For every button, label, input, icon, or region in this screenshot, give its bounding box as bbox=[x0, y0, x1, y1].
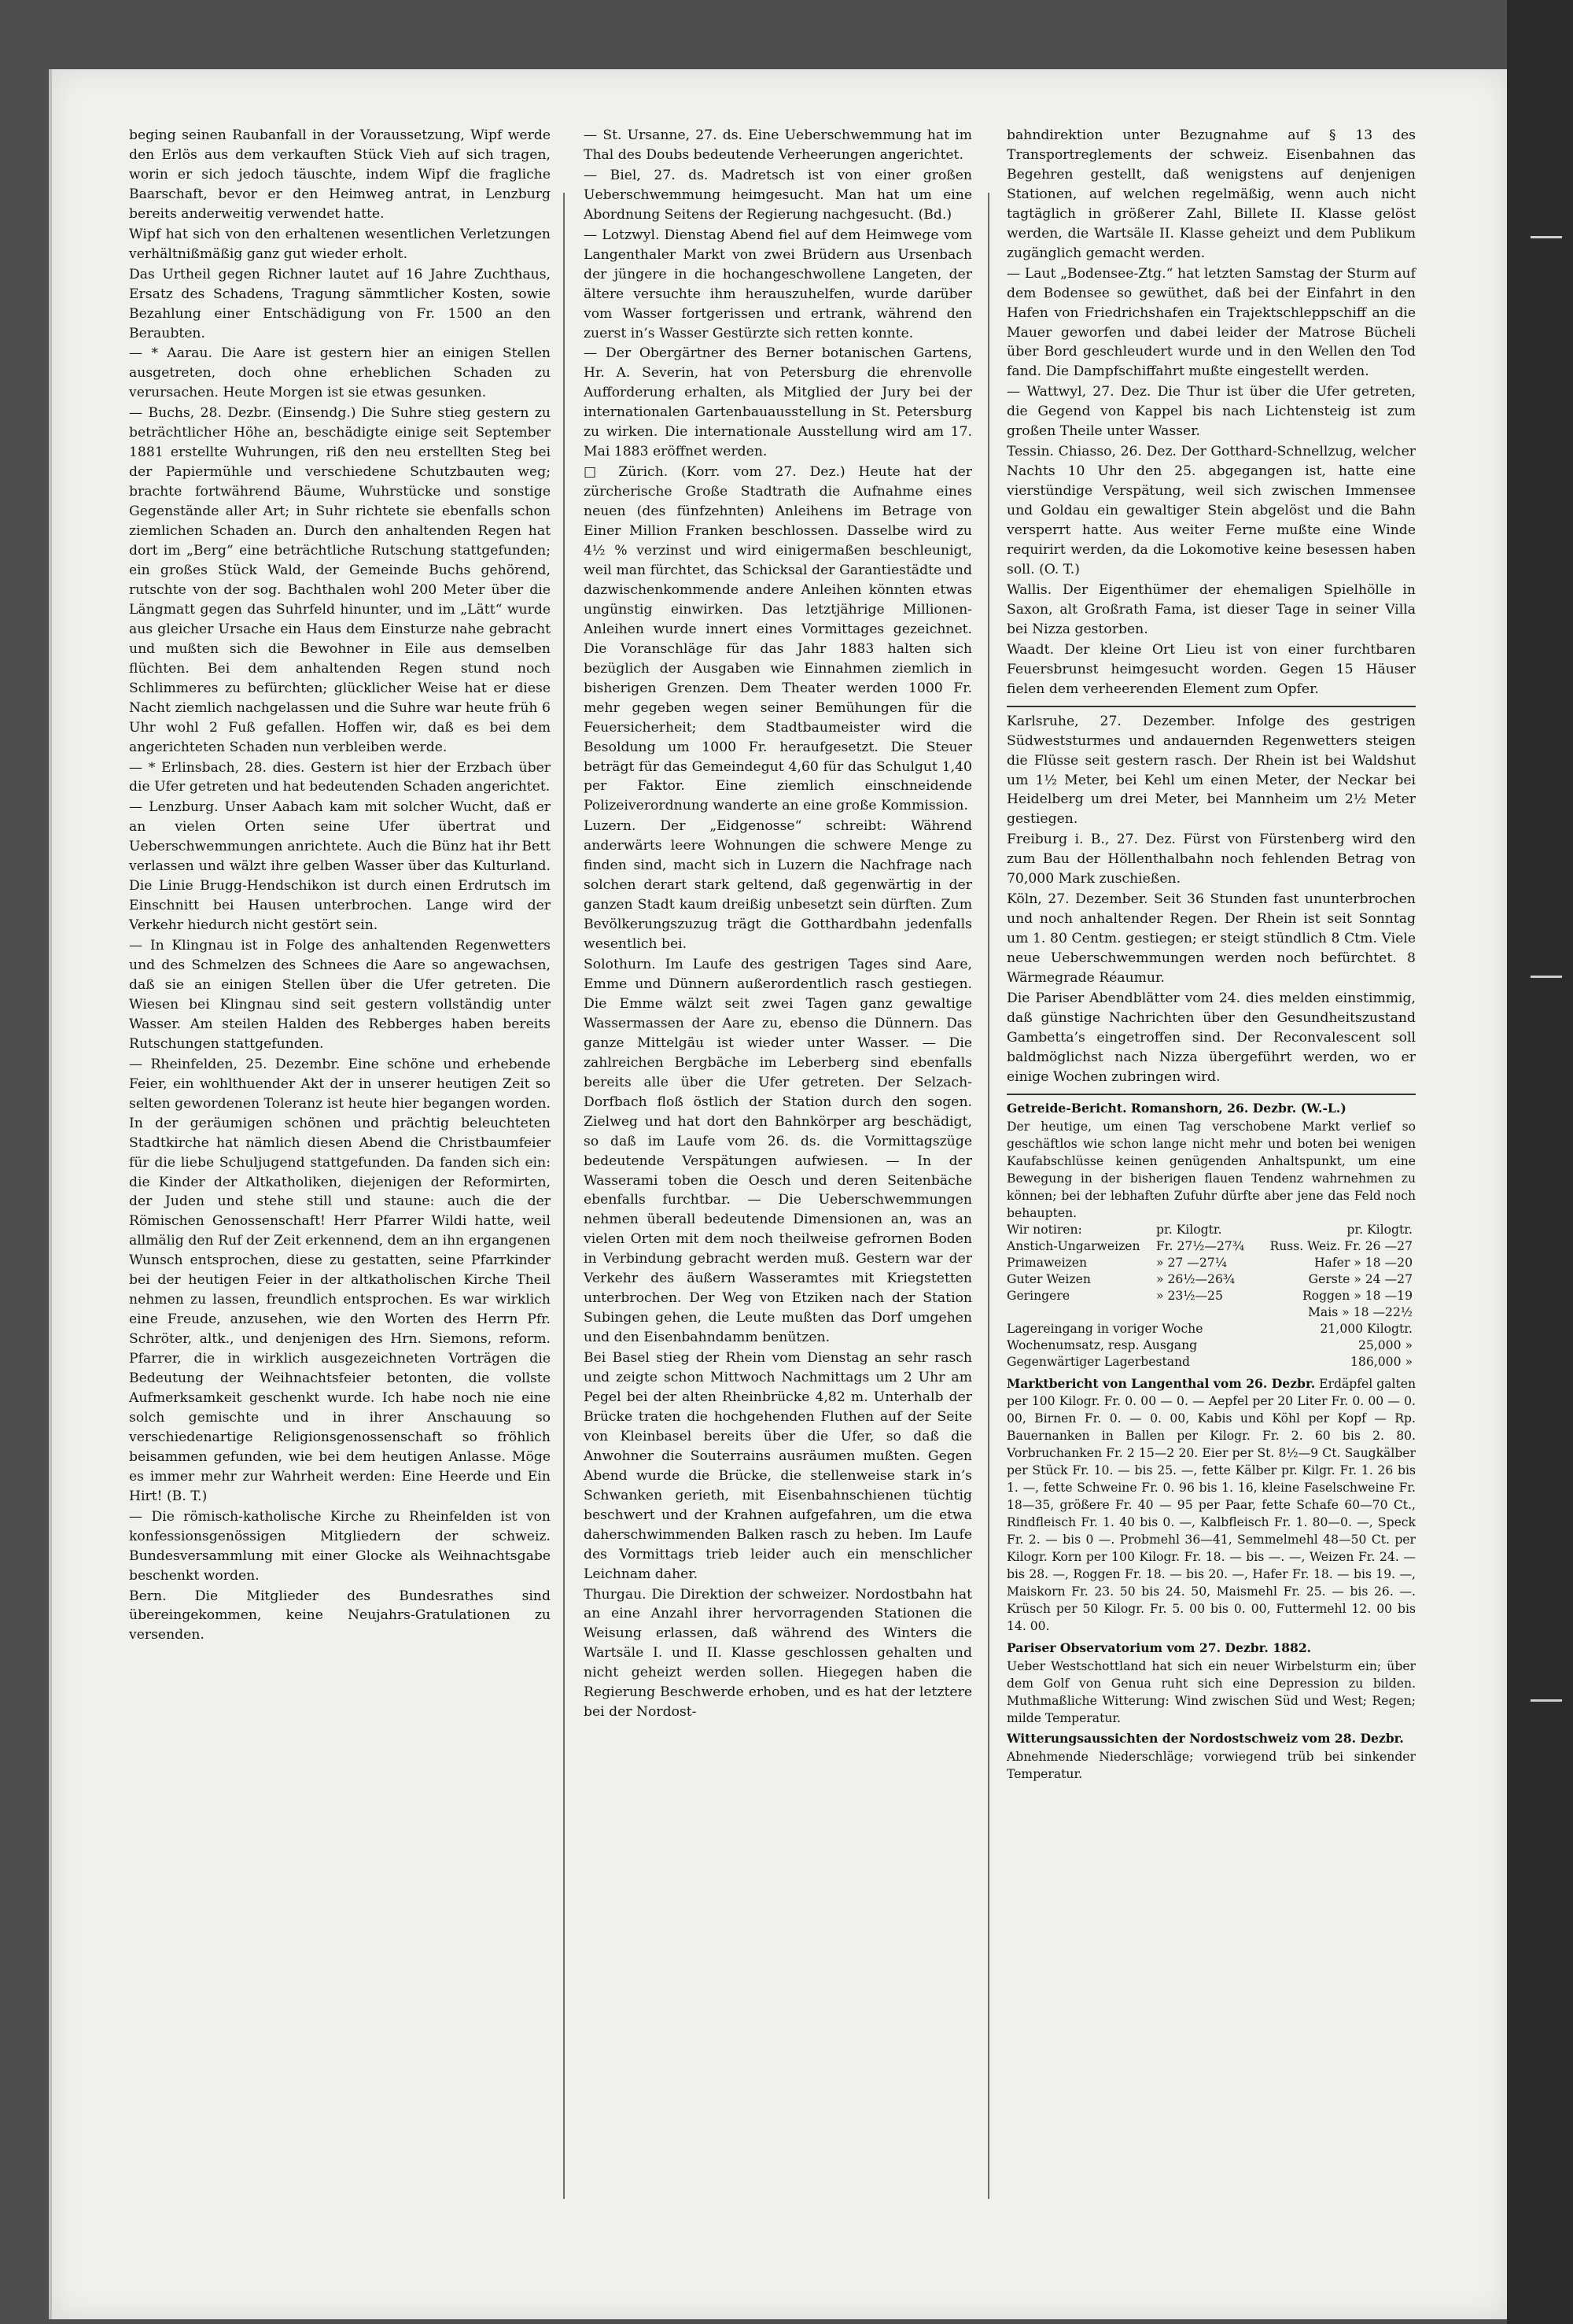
table-cell: Wochenumsatz, resp. Ausgang bbox=[1007, 1337, 1198, 1352]
article: Köln, 27. Dezember. Seit 36 Stunden fast ununterbrochen und noch anhaltender Regen. Der Rhein ist seit Sonntag um 1. 80 Centm. gestiegen; er steigt stündlich 8 Ctm. Viele neue Ueberschwemmungen werden noch befürchtet. 8 Wärmegrade Réaumur. bbox=[1007, 891, 1416, 987]
report-text bbox=[1007, 1375, 1416, 1635]
price-table bbox=[1007, 1222, 1416, 1370]
column-3 bbox=[1007, 126, 1416, 1783]
report-text: Abnehmende Niederschläge; vorwiegend trüb bei sinkender Temperatur. bbox=[1007, 1749, 1416, 1781]
article: — Biel, 27. ds. Madretsch ist von einer großen Ueberschwemmung heimgesucht. Man hat um eine Abordnung Seitens der Regierung nachgesucht. (Bd.) bbox=[584, 167, 972, 223]
article: — Die römisch-katholische Kirche zu Rheinfelden ist von konfessionsgenössigen Mitgliedern der schweiz. Bundesversammlung mit einer Glocke als Weihnachtsgabe beschenkt worden. bbox=[129, 1508, 551, 1584]
article: Bern. Die Mitglieder des Bundesrathes sind übereingekommen, keine Neujahrs-Gratulationen zu versenden. bbox=[129, 1588, 551, 1643]
table-cell: Russ. Weiz. Fr. 26 —27 bbox=[1269, 1238, 1413, 1253]
article: Waadt. Der kleine Ort Lieu ist von einer furchtbaren Feuersbrunst heimgesucht worden. Gegen 15 Häuser fielen dem verheerenden Element zum Opfer. bbox=[1007, 641, 1416, 697]
report-heading: Getreide-Bericht. Romanshorn, 26. Dezbr. (W.-L.) bbox=[1007, 1100, 1346, 1116]
article: — Der Obergärtner des Berner botanischen Gartens, Hr. A. Severin, hat von Petersburg die ehrenvolle Aufforderung erhalten, als Mitglied der Jury bei der internationalen Gartenbauausstellung in St. Petersburg zu wirken. Die internationale Ausstellung wird am 17. Mai 1883 eröffnet werden. bbox=[584, 345, 972, 460]
article: □ Zürich. (Korr. vom 27. Dez.) Heute hat der zürcherische Große Stadtrath die Aufnahme eines neuen (des fünfzehnten) Anleihens im Betrage von Einer Million Franken beschlossen. Dasselbe wird zu 4½ % verzinst und wird einigermaßen beschleunigt, weil man fürchtet, das Schicksal der Garantiestädte und dazwischenkommende andere Anleihen könnten etwas ungünstig einwirken. Das letztjährige Millionen-Anleihen wurde innert eines Vormittages gezeichnet. Die Voranschläge für das Jahr 1883 halten sich bezüglich der Ausgaben wie Einnahmen ziemlich in bisherigen Grenzen. Dem Theater werden 1000 Fr. mehr gegeben wegen seiner Bemühungen für die Feuersicherheit; dem Stadtbaumeister wird die Besoldung um 1000 Fr. heraufgesetzt. Die Steuer beträgt für das Gemeindegut 4,60 für das Schulgut 1,40 per Faktor. Eine ziemlich einschneidende Polizeiverordnung wanderte an eine große Kommission. bbox=[584, 464, 972, 814]
article: beging seinen Raubanfall in der Voraussetzung, Wipf werde den Erlös aus dem verkauften Stück Vieh auf sich tragen, worin er sich jedoch täuschte, indem Wipf die fragliche Baarschaft, bevor er den Heimweg antrat, in Lenzburg bereits anderweitig verwendet hatte. bbox=[129, 127, 551, 222]
edge-mark bbox=[1531, 976, 1562, 978]
table-cell: Primaweizen bbox=[1007, 1255, 1088, 1270]
article: — Wattwyl, 27. Dez. Die Thur ist über die Ufer getreten, die Gegend von Kappel bis nach Lichtensteig ist zum großen Theile unter Wasser. bbox=[1007, 384, 1416, 440]
table-cell bbox=[1156, 1304, 1256, 1321]
article: Tessin. Chiasso, 26. Dez. Der Gotthard-Schnellzug, welcher Nachts 10 Uhr den 25. abgegangen ist, hatte eine vierstündige Verspätung, weil sich zwischen Immensee und Goldau ein gewaltiger Stein abgelöst und die Bahn versperrt hatte. Aus weiter Ferne mußte eine Winde requirirt werden, da die Lokomotive keine besessen haben soll. (O. T.) bbox=[1007, 444, 1416, 577]
article: bahndirektion unter Bezugnahme auf § 13 des Transportreglements der schweiz. Eisenbahnen das Begehren gestellt, daß wenigstens auf denjenigen Stationen, auf welchen regelmäßig, wenn auch nicht tagtäglich in größerer Zahl, Billete II. Klasse gelöst werden, die Wartsäle II. Klasse geheizt und dem Publikum zugänglich gemacht werden. bbox=[1007, 127, 1416, 261]
section-rule bbox=[1007, 1094, 1416, 1095]
table-row bbox=[1007, 1337, 1416, 1354]
section-rule bbox=[1007, 706, 1416, 707]
report-text: Ueber Westschottland hat sich ein neuer Wirbelsturm ein; über dem Golf von Genua ruht sich eine Depression zu bilden. Muthmaßliche Witterung: Wind zwischen Süd und West; Regen; milde Temperatur. bbox=[1007, 1658, 1416, 1725]
article: — * Erlinsbach, 28. dies. Gestern ist hier der Erzbach über die Ufer getreten und hat bedeutenden Schaden angerichtet. bbox=[129, 759, 551, 795]
table-cell: » 23½—25 bbox=[1155, 1288, 1223, 1303]
article: — * Aarau. Die Aare ist gestern hier an einigen Stellen ausgetreten, doch ohne erheblichen Schaden zu verursachen. Heute Morgen ist sie etwas gesunken. bbox=[129, 345, 551, 401]
article: — Buchs, 28. Dezbr. (Einsendg.) Die Suhre stieg gestern zu beträchtlicher Höhe an, beschädigte einige seit September 1881 erstellte Wuhrungen, riß den neu erstellten Steg bei der Papiermühle und verschiedene Schutzbauten weg; brachte fortwährend Bäume, Wuhrstücke und sonstige Gegenstände aller Art; in Suhr richtete sie ebenfalls schon ziemlichen Schaden an. Durch den anhaltenden Regen hat dort im „Berg“ eine beträchtliche Rutschung stattgefunden; ein großes Stück Wald, der Gemeinde Buchs gehörend, rutschte von der sog. Bachthalen wohl 200 Meter über die Längmatt gegen das Suhrfeld hinunter, und im „Lätt“ wurde aus gleicher Ursache ein Haus dem Einsturze nahe gebracht und mußten sich die Bewohner in Eile aus demselben flüchten. Bei dem anhaltenden Regen stund noch Schlimmeres zu befürchten; glücklicher Weise hat er diese Nacht ziemlich nachgelassen und die Suhre war heute früh 6 Uhr wohl 2 Fuß gefallen. Hoffen wir, daß es bei dem angerichteten Schaden nun verbleiben werde. bbox=[129, 405, 551, 755]
table-cell: » 26½—26¾ bbox=[1155, 1271, 1235, 1286]
table-cell: Gegenwärtiger Lagerbestand bbox=[1007, 1354, 1191, 1369]
article: — Lenzburg. Unser Aabach kam mit solcher Wucht, daß er an vielen Orten seine Ufer übertrat und Ueberschwemmungen anrichtete. Auch die Bünz hat ihr Bett verlassen und wälzt ihre gelben Wasser über das Kulturland. Die Linie Brugg-Hendschikon ist durch einen Erdrutsch im Einschnitt bei Hausen unterbrochen. Lange wird der Verkehr hiedurch nicht gestört sein. bbox=[129, 799, 551, 934]
article: Karlsruhe, 27. Dezember. Infolge des gestrigen Südweststurmes und andauernden Regenwetters steigen die Flüsse seit gestern rasch. Der Rhein ist bei Waldshut um 1½ Meter, bei Kehl um einen Meter, der Neckar bei Heidelberg um drei Meter, bei Mannheim um 2½ Meter gestiegen. bbox=[1007, 713, 1416, 828]
article: — In Klingnau ist in Folge des anhaltenden Regenwetters und des Schmelzen des Schnees die Aare so angewachsen, daß sie an einigen Stellen über die Ufer getreten. Die Wiesen bei Klingnau sind seit gestern vollständig unter Wasser. Am steilen Halden des Rebberges haben bereits Rutschungen stattgefunden. bbox=[129, 938, 551, 1052]
table-cell: » 27 —27¼ bbox=[1155, 1255, 1227, 1270]
table-cell: pr. Kilogtr. bbox=[1346, 1222, 1413, 1237]
witterungsaussichten bbox=[1007, 1730, 1416, 1783]
report-heading: Witterungsaussichten der Nordostschweiz vom 28. Dezbr. bbox=[1007, 1730, 1404, 1746]
article: Solothurn. Im Laufe des gestrigen Tages sind Aare, Emme und Dünnern außerordentlich rasch gestiegen. Die Emme wälzt seit zwei Tagen ganz gewaltige Wassermassen der Aare zu, ebenso die Dünnern. Das ganze Mittelgäu ist wieder unter Wasser. — Die zahlreichen Bergbäche im Leberberg sind ebenfalls bereits alle über die Ufer getreten. Der Selzach-Dorfbach floß östlich der Station durch den sogen. Zielweg und hat dort den Bahnkörper arg beschädigt, so daß im Laufe vom 26. ds. die Vormittagszüge bedeutende Verspätungen aufwiesen. — In der Wasserami toben die Oesch und deren Seitenbäche ebenfalls furchtbar. — Die Ueberschwemmungen nehmen überall bedeutende Dimensionen an, was an vielen Orten mit dem noch theilweise gefrornen Boden in Verbindung gebracht werden muß. Gestern war der Verkehr des äußern Wasseramtes mit Kriegstetten unterbrochen. Der Weg von Etziken nach der Station Subingen gehen, die Leute mußten das Dorf umgehen und den Eisenbahndamm benützen. bbox=[584, 957, 972, 1346]
table-row bbox=[1007, 1271, 1416, 1288]
table-cell: Fr. 27½—27¾ bbox=[1155, 1238, 1244, 1253]
column-2 bbox=[584, 126, 972, 1722]
column-divider bbox=[563, 193, 565, 2199]
report-text: Der heutige, um einen Tag verschobene Markt verlief so geschäftlos wie schon lange nicht mehr und boten bei wenigen Kaufabschlüsse keinen genügenden Anhaltspunkt, um eine Bewegung in der bisherigen flauen Tendenz wahrnehmen zu können; bei der lebhaften Zufuhr dürfte aber jene das Feld noch behaupten. bbox=[1007, 1119, 1416, 1220]
article: — St. Ursanne, 27. ds. Eine Ueberschwemmung hat im Thal des Doubs bedeutende Verheerungen angerichtet. bbox=[584, 127, 972, 163]
table-row bbox=[1007, 1321, 1416, 1337]
article: Wallis. Der Eigenthümer der ehemaligen Spielhölle in Saxon, alt Großrath Fama, ist dieser Tage in seiner Villa bei Nizza gestorben. bbox=[1007, 581, 1416, 637]
table-cell: Anstich-Ungarweizen bbox=[1007, 1238, 1140, 1253]
column-1 bbox=[129, 126, 551, 1645]
table-cell: Lagereingang in voriger Woche bbox=[1007, 1321, 1203, 1336]
article: — Rheinfelden, 25. Dezembr. Eine schöne und erhebende Feier, ein wohlthuender Akt der in unserer heutigen Zeit so selten gewordenen Toleranz ist heute hier begangen worden. In der geräumigen schönen und prächtig beleuchteten Stadtkirche hat nämlich diesen Abend die Christbaumfeier für die liebe Schuljugend stattgefunden. Da fanden sich ein: die Kinder der Altkatholiken, diejenigen der Reformirten, der Juden und stehe still und staune: auch die der Römischen Genossenschaft! Herr Pfarrer Wildi hatte, weil allmälig den Ruf der Zeit erkennend, dem an ihn ergangenen Wunsch entsprochen, diese zu gestatten, seine Pfarrkinder bei der heutigen Feier in der altkatholischen Kirche Theil nehmen zu lassen, freundlich entsprochen. Es war wirklich eine Freude, anzusehen, wie den Worten des Herrn Pfr. Schröter, altk., und denjenigen des Hrn. Siemons, reform. Pfarrer, die in wirklich ausgezeichneten Vorträgen die Bedeutung der Weihnachtsfeier betonten, die vollste Aufmerksamkeit geschenkt wurde. Ich habe noch nie eine solch gemischte und in ihrer Anschauung so verschiedenartige Religionsgenossenschaft so fröhlich beisammen gefunden, wie bei dem heutigen Anlasse. Möge es immer mehr zur Wahrheit werden: Eine Heerde und Ein Hirt! (B. T.) bbox=[129, 1056, 551, 1504]
table-row bbox=[1007, 1354, 1416, 1370]
table-cell: Geringere bbox=[1007, 1288, 1070, 1303]
table-row bbox=[1007, 1304, 1416, 1321]
report-heading: Pariser Observatorium vom 27. Dezbr. 1882. bbox=[1007, 1640, 1312, 1655]
table-cell: Hafer » 18 —20 bbox=[1313, 1255, 1413, 1270]
marktbericht-langenthal bbox=[1007, 1375, 1416, 1635]
pariser-observatorium bbox=[1007, 1640, 1416, 1727]
table-cell: 25,000 » bbox=[1357, 1337, 1413, 1352]
article: Das Urtheil gegen Richner lautet auf 16 Jahre Zuchthaus, Ersatz des Schadens, Tragung sämmtlicher Kosten, sowie Bezahlung einer Entschädigung von Fr. 1500 an den Beraubten. bbox=[129, 266, 551, 341]
table-cell: 21,000 Kilogtr. bbox=[1320, 1321, 1413, 1336]
report-heading: Marktbericht von Langenthal vom 26. Dezbr. bbox=[1007, 1375, 1316, 1391]
table-cell: pr. Kilogtr. bbox=[1155, 1222, 1222, 1237]
column-divider bbox=[988, 193, 989, 2199]
table-row bbox=[1007, 1288, 1416, 1304]
table-cell: Mais » 18 —22½ bbox=[1307, 1304, 1413, 1319]
scan-edge-strip bbox=[1507, 0, 1573, 2324]
table-row bbox=[1007, 1255, 1416, 1271]
getreide-bericht bbox=[1007, 1100, 1416, 1370]
table-cell bbox=[1007, 1304, 1156, 1321]
edge-mark bbox=[1531, 1699, 1562, 1702]
table-cell: Wir notiren: bbox=[1007, 1222, 1082, 1237]
article: Freiburg i. B., 27. Dez. Fürst von Fürstenberg wird den zum Bau der Höllenthalbahn noch fehlenden Betrag von 70,000 Mark zuschießen. bbox=[1007, 832, 1416, 887]
article: Luzern. Der „Eidgenosse“ schreibt: Während anderwärts leere Wohnungen die schwere Menge zu finden sind, macht sich in Luzern die Nachfrage nach solchen derart stark geltend, daß gegenwärtig in der ganzen Stadt kaum dreißig unbesetzt sein dürften. Zum Bevölkerungszuzug trägt die Gotthardbahn jedenfalls wesentlich bei. bbox=[584, 818, 972, 953]
table-cell: 186,000 » bbox=[1350, 1354, 1413, 1369]
article: Bei Basel stieg der Rhein vom Dienstag an sehr rasch und zeigte schon Mittwoch Nachmittags um 2 Uhr am Pegel bei der alten Rheinbrücke 4,82 m. Unterhalb der Brücke traten die hochgehenden Fluthen auf der Seite von Kleinbasel bereits über die Ufer, so daß die Anwohner die Souterrains ausräumen mußten. Gegen Abend wurde die Brücke, die stellenweise stark in’s Schwanken gerieth, mit Eisenbahnschienen tüchtig beschwert und der Krahnen aufgefahren, um die etwa daherschwimmenden Balken rasch zu heben. Im Laufe des Vormittags trieb leider auch ein menschlicher Leichnam daher. bbox=[584, 1350, 972, 1582]
table-row bbox=[1007, 1238, 1416, 1255]
article: Wipf hat sich von den erhaltenen wesentlichen Verletzungen verhältnißmäßig ganz gut wieder erholt. bbox=[129, 226, 551, 262]
article: Thurgau. Die Direktion der schweizer. Nordostbahn hat an eine Anzahl ihrer hervorragenden Stationen die Weisung erlassen, daß während des Winters die Wartsäle I. und II. Klasse geschlossen gehalten und nicht geheizt werden sollen. Hiegegen haben die Regierung Beschwerde erhoben, und es hat der letztere bei der Nordost- bbox=[584, 1586, 972, 1721]
article: — Lotzwyl. Dienstag Abend fiel auf dem Heimwege vom Langenthaler Markt von zwei Brüdern aus Ursenbach der jüngere in die hochangeschwollene Langeten, der ältere versuchte ihm herauszuhelfen, wurde darüber vom Wasser fortgerissen und ertrank, während den zuerst in’s Wasser Gestürzte sich retten konnte. bbox=[584, 227, 972, 341]
article: Die Pariser Abendblätter vom 24. dies melden einstimmig, daß günstige Nachrichten über den Gesundheitszustand Gambetta’s eingetroffen sind. Der Reconvalescent soll baldmöglichst nach Nizza übergeführt werden, wo er einige Wochen zubringen wird. bbox=[1007, 990, 1416, 1085]
article: — Laut „Bodensee-Ztg.“ hat letzten Samstag der Sturm auf dem Bodensee so gewüthet, daß bei der Einfahrt in den Hafen von Friedrichshafen ein Trajektschleppschiff an die Mauer geworfen und dabei leider der Matrose Bücheli über Bord geschleudert wurde und in den Wellen den Tod fand. Die Dampfschiffahrt mußte eingestellt werden. bbox=[1007, 265, 1416, 380]
table-cell: Guter Weizen bbox=[1007, 1271, 1091, 1286]
table-cell: Roggen » 18 —19 bbox=[1302, 1288, 1413, 1303]
report-body: Erdäpfel galten per 100 Kilogr. Fr. 0. 00 — 0. — Aepfel per 20 Liter Fr. 0. 00 — 0. 00, Birnen Fr. 0. — 0. 00, Kabis und Köhl per Kopf — Rp. Bauernanken in Ballen per Kilogr. Fr. 2. 60 bis 2. 80. Vorbruchanken Fr. 2 15—2 20. Eier per St. 8½—9 Ct. Saugkälber per Stück Fr. 10. — bis 25. —, fette Kälber pr. Kilgr. Fr. 1. 26 bis 1. —, fette Schweine Fr. 0. 96 bis 1. 16, kleine Faselschweine Fr. 18—35, größere Fr. 40 — 95 per Paar, fette Schafe 60—70 Ct., Rindfleisch Fr. 1. 40 bis 0. —, Kalbfleisch Fr. 1. 80—0. —, Speck Fr. 2. — bis 0 —. Probmehl 36—41, Semmelmehl 48—50 Ct. per Kilogr. Korn per 100 Kilogr. Fr. 18. — bis —. —, Weizen Fr. 24. — bis 28. —, Roggen Fr. 18. — bis 20. —, Hafer Fr. 18. — bis 19. —, Maiskorn Fr. 23. 50 bis 24. 50, Maismehl Fr. 25. — bis 26. —. Krüsch per 50 Kilogr. Fr. 5. 00 bis 0. 00, Futtermehl 12. 00 bis 14. 00. bbox=[1007, 1376, 1416, 1633]
edge-mark bbox=[1531, 236, 1562, 238]
table-cell: Gerste » 24 —27 bbox=[1308, 1271, 1413, 1286]
table-header-row bbox=[1007, 1222, 1416, 1238]
